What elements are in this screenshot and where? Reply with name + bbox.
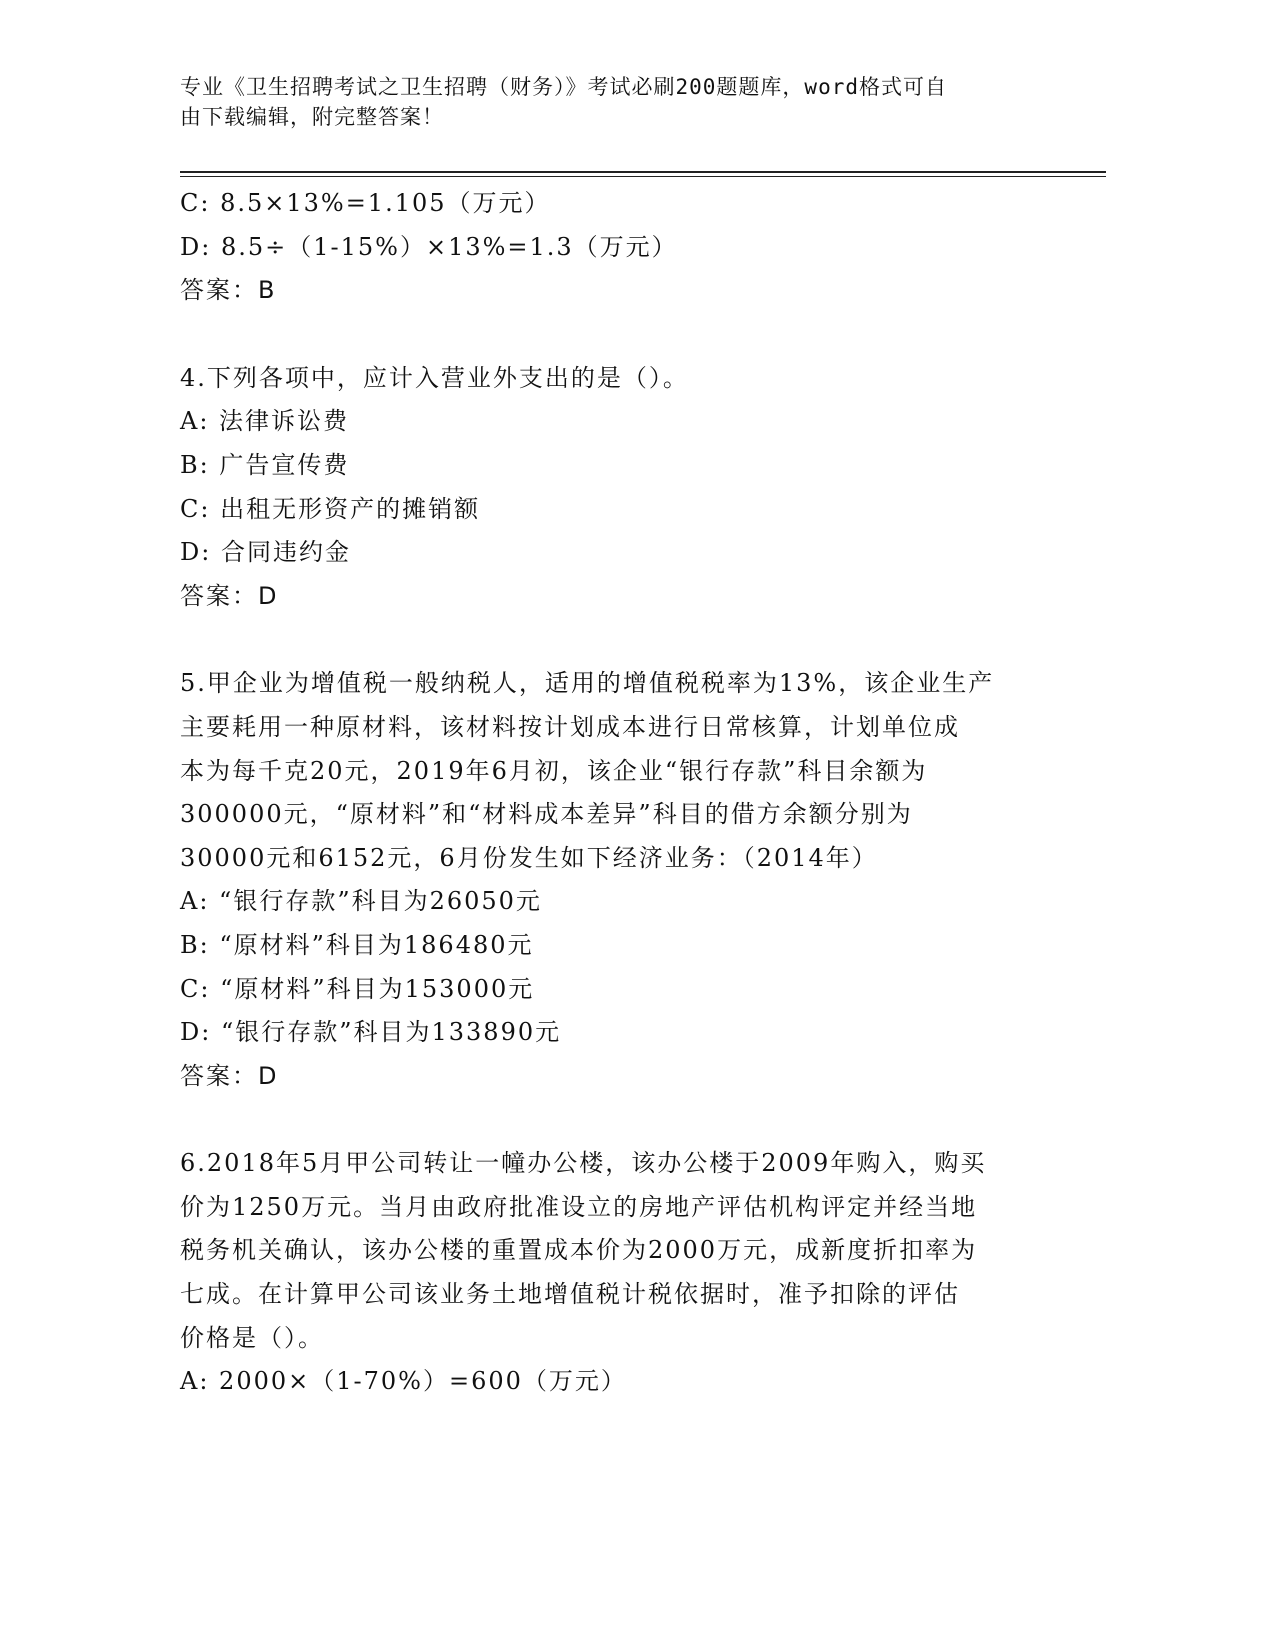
question-4	[180, 357, 1060, 619]
question-stem-line-1: 6.2018年5月甲公司转让一幢办公楼，该办公楼于2009年购入，购买	[180, 1149, 987, 1178]
question-stem-line-5: 价格是（）。	[180, 1323, 324, 1352]
question-stem-line-2: 主要耗用一种原材料，该材料按计划成本进行日常核算，计划单位成	[180, 712, 960, 741]
option-b: B: “原材料”科目为186480元	[180, 930, 534, 959]
option-a: A: “银行存款”科目为26050元	[180, 887, 542, 916]
question-stem-line-2: 价为1250万元。当月由政府批准设立的房地产评估机构评定并经当地	[180, 1192, 978, 1221]
option-a: A: 2000×（1-70%）=600（万元）	[180, 1367, 627, 1396]
header-line-1: 专业《卫生招聘考试之卫生招聘（财务）》考试必刷200题题库，word格式可自	[180, 75, 947, 99]
question-stem-line-4: 七成。在计算甲公司该业务土地增值税计税依据时，准予扣除的评估	[180, 1280, 960, 1309]
question-3-tail	[180, 182, 1060, 313]
answer: 答案：D	[180, 581, 279, 610]
option-a: A: 法律诉讼费	[180, 407, 350, 436]
option-c: C: “原材料”科目为153000元	[180, 974, 535, 1003]
answer: 答案：B	[180, 276, 277, 305]
option-b: B: 广告宣传费	[180, 450, 350, 479]
header-divider-thin	[180, 176, 1106, 177]
question-5	[180, 662, 1060, 1098]
option-c: C: 8.5×13%=1.105（万元）	[180, 189, 551, 217]
answer: 答案：D	[180, 1061, 279, 1090]
question-stem-line-3: 本为每千克20元，2019年6月初，该企业“银行存款”科目余额为	[180, 756, 928, 785]
document-body	[180, 182, 1060, 1404]
question-stem-line-1: 5.甲企业为增值税一般纳税人，适用的增值税税率为13%，该企业生产	[180, 669, 995, 698]
question-stem-line-4: 300000元，“原材料”和“材料成本差异”科目的借方余额分别为	[180, 800, 913, 829]
question-6	[180, 1142, 1060, 1404]
question-stem-line-5: 30000元和6152元，6月份发生如下经济业务：（2014年）	[180, 843, 878, 872]
option-d: D: 合同违约金	[180, 538, 351, 567]
header-divider-thick	[180, 171, 1106, 173]
question-stem: 4.下列各项中，应计入营业外支出的是（）。	[180, 363, 689, 392]
option-d: D: 8.5÷（1-15%）×13%=1.3（万元）	[180, 232, 678, 261]
question-stem-line-3: 税务机关确认，该办公楼的重置成本价为2000万元，成新度折扣率为	[180, 1236, 978, 1265]
option-d: D: “银行存款”科目为133890元	[180, 1018, 562, 1047]
option-c: C: 出租无形资产的摊销额	[180, 494, 481, 523]
header-line-2: 由下载编辑，附完整答案！	[180, 105, 444, 129]
document-header	[180, 72, 1040, 132]
